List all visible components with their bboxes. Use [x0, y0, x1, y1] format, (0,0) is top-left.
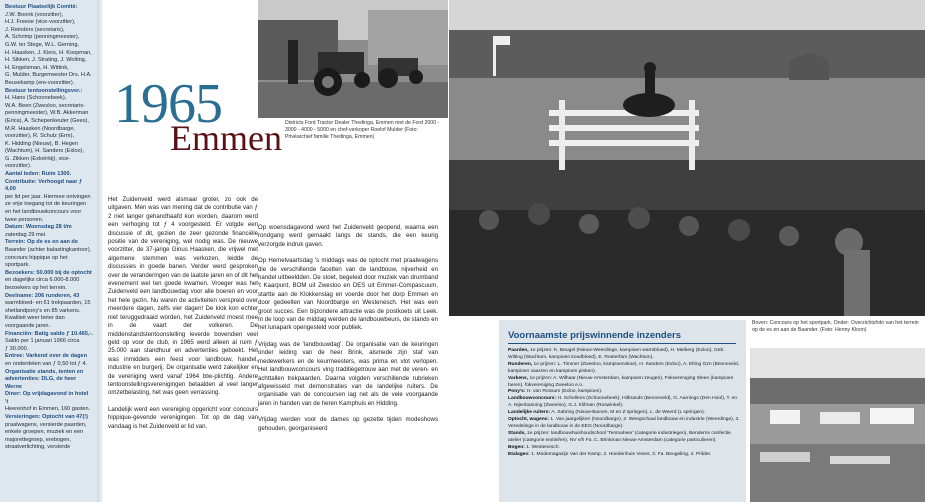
winners-item-text: 1e prijzen: landbouwhuishoudschool 'Tenmaheer' (categorie industriegen), Benderns confectie atelier (categorie textiel/en), NV v/h Fa. C. Brinkman Nieuw-Amsterdam (categorie particulieren). [508, 430, 731, 443]
paragraph: Landelijk werd een vereniging opgericht voor concours hippique-gevende verenigingen. Tot op de dag van vandaag is het Zuidenveld er lid van. [108, 405, 258, 430]
sidebar-line: Entree: Varkend over de dagen [5, 353, 88, 360]
sidebar-line: Saldo per 1 januari 1966 circa [5, 338, 80, 345]
tractor-photo [258, 0, 448, 118]
sidebar-line: Contributie: Verhoogd naar ƒ 4,00 [5, 178, 83, 193]
sidebar-line: praalwagens, versierde paarden, [5, 421, 87, 428]
sidebar-line: ze vrije toegang tot de keuringen [5, 201, 87, 208]
winners-item-text: 1. Westenesch. [526, 444, 560, 450]
sidebar-line: H. Hans (Schoonebeek), [5, 95, 67, 102]
sidebar-line: warmbloed- en 61 trekpaarden, 15 [5, 300, 91, 307]
winners-list [508, 348, 740, 459]
sidebar-line: advertenties: DLG, de heer Werne [5, 376, 77, 390]
sidebar-line: G. Zikken (Exloërkij), vice- [5, 155, 71, 162]
sidebar-line: per lid per jaar. Hiermee ontvingen [5, 193, 91, 200]
sidebar-line: en het landbouwkoncours voor [5, 209, 82, 216]
sidebar-line: ƒ 30.000. [5, 345, 29, 352]
winners-item-category: Landelijke ruiters: [508, 410, 551, 416]
winners-item-text: 1e prijzen: A. Wilhaar (Nieuw-Amsterdam, kampioen zeugen), Fokvereniging Sleen (kampioen beren), fokvereniging Zweeloo e.o. [508, 375, 734, 388]
right-photo-caption: Boven: Concours op het sportpark. Onder: Overzichtsfoto van het terrein op de es en aan de Baander. (Foto: Henny Kloon) [752, 320, 919, 333]
sidebar-line: voorgaande jaren. [5, 322, 51, 329]
winners-item-category: Etalages: [508, 451, 530, 457]
winners-item-text: H. van Rossum (Exloo, kampioen). [526, 389, 603, 395]
sidebar-line: Beusekamp (ere-voorzitter). [5, 79, 75, 86]
sidebar-line: Deelname: 206 runderen, 43 [5, 292, 80, 299]
winners-item [508, 348, 740, 362]
paragraph: Het Zuidenveld werd alsmaar groter, zo ook de uitgaven. Men was van mening dat de contributie van ƒ 2 niet langer gehandhaafd kon worden, daarom werd een verhoging tot ƒ 4 voorgesteld. Er volgde een discussie of dit, gezien de zeer gezonde financiële positie van de vereniging, wel nodig was. De nieuwe voorzitter, de 37-jarige Ginus Haasken, die vrijwel met algemene stemmen was verkozen, leidde de discussies in goede banen. Verder werd gesproken over de veranderingen van de laatste jaren en of dit het evenement wel ten goede kwamen. Vroeger was het Zuidenveld een landbouwdag voor alle boeren en voor het hele gezin. Nu waren de activiteiten verspreid over meerdere dagen, zelfs vier dagen! De klok kon echter niet teruggedraaid worden, het Zuidenveld moest mee in de vaart der volkeren. De middenstandstentoonstelling leverde bovendien veel geld op voor de club, in 1965 werd alleen al ruim ƒ 25.000 aan standhuur en advertenties geboekt. Het was inmiddels een feest voor landbouw, handel, industrie en burgerij. De organisatie werd zakelijker en de vereniging werd vanaf 1964 btw-plichtig. Andere tentoonstellingsverenigingen betaalden al veel langer omzetbelasting, het was geen verrassing. [108, 196, 258, 397]
sidebar-line: shetlandpony's en 85 varkens. [5, 307, 81, 314]
winners-item [508, 417, 740, 431]
sidebar-line: bezoekers op het terrein. [5, 284, 67, 291]
winners-item-text: H. Schellens (Schoonebeek), Hilbrands (Benneveld), G. Aarnings (Den Hool), T. en A. Nijenbanning (Zweeloo), G.J. Klifman (Roswinkel). [508, 396, 738, 409]
sidebar-line: en dagelijks circa 6.000-8.000 [5, 277, 80, 284]
sidebar-line: Datum: Woensdag 28 t/m [5, 224, 72, 231]
sidebar-line: Organisatie stands, tenten en [5, 368, 84, 375]
show-jumping-photo [449, 0, 925, 316]
sidebar-line: H. Sikken, J. Strating, J. Wolting, [5, 57, 87, 64]
sidebar-line: Bezoekers: 50.000 bij de optocht [5, 269, 92, 276]
sidebar-line: enkele groepen, muziek en een [5, 429, 84, 436]
winners-item [508, 396, 740, 410]
page-title-city: Emmen [170, 118, 282, 158]
sidebar-line: K. Hidding (Nieuw), B. Hegen [5, 140, 79, 147]
sidebar-line: zaterdag 29 mei. [5, 231, 47, 238]
sidebar-line: G.W. ter Stege, W.L. Gerning, [5, 41, 79, 48]
sidebar-line: G. Mulder, Burgemeester Drs. H.A. [5, 72, 92, 79]
paragraph: Op woensdagavond werd het Zuidenveld geopend, waarna een rondgang werd gemaakt langs de stands, die een keurig verzorgde indruk gaven. [258, 224, 438, 248]
sidebar-line: Versieringen: Optocht van 47(!) [5, 414, 88, 421]
sidebar-line: en onderdelen van ƒ 0,50 tot ƒ 4. [5, 360, 88, 367]
winners-item [508, 445, 740, 452]
sidebar-line: Financiën: Batig saldo ƒ 10.465,-. [5, 330, 93, 337]
article-column-2 [258, 224, 438, 502]
winners-item [508, 376, 740, 390]
sidebar-line: straatverlichting, versierde [5, 444, 71, 451]
sidebar-text [0, 0, 97, 452]
sidebar-line: H. Engelsman, H. Wittink, [5, 64, 69, 71]
page-gutter [97, 0, 103, 502]
winners-item [508, 431, 740, 445]
sidebar-line: J. Reinders (secretaris), [5, 26, 65, 33]
winners-item-category: Landbouwconcours: [508, 396, 557, 402]
sidebar-line: A. Schrimp (penningmeester), [5, 34, 80, 41]
grounds-photo [750, 348, 925, 502]
winners-item-text: 1e prijzen: K. Beugel (Nieuw-Weerdinge, kampioen warmbloed), H. Meiberg (Exloo), Geb. Wilting (Wachtum, kampioen koudbloed), E. Roeterfam (Wachtum). [508, 348, 725, 360]
tractor-photo-caption: Districts Ford Tractor Dealer Thedinga, Emmen met de Ford 2000 - 3000 - 4000 - 5000 en chef-verkoper Roelof Mulder (Foto: Privéarchief familie Thedinga, Emmen) [285, 120, 440, 140]
sidebar-line: voorzitter). [5, 163, 32, 170]
winners-item [508, 362, 740, 376]
winners-title: Voornaamste prijswinnende inzenders [508, 330, 681, 341]
winners-item-category: Optocht, wagens: [508, 417, 550, 423]
sidebar-line: H. Haasken, J. Kiers, H. Koopman, [5, 49, 92, 56]
paragraph: Vrijdag werden voor de dames op gezette tijden modeshows gehouden, georganiseerd [258, 416, 438, 432]
sidebar-line: H.J. Freese (vice-voorzitter), [5, 19, 76, 26]
sidebar-line: (Erica), A. Schepenkeuter (Gees), [5, 117, 89, 124]
winners-item-category: Pony's: [508, 389, 526, 395]
winners-item-text: 1e prijzen: L. Timmer (Zweeloo, kampioenskoe), H. Sanders (Exloo), A. Elting Gzn (Benneveld, kampioen vaarzen en kampioen pinken). [508, 361, 740, 374]
page-title-year: 1965 [114, 73, 222, 135]
sidebar-line: J.W. Boonk (voorzitter), [5, 11, 64, 18]
sidebar-line: sportpark. [5, 262, 30, 269]
winners-item-text: 1. Van jaargelijken (Noordbarge), 2. Weegschaal landbouw en industrie (Weerdinge), 3. Veredelinge in de landbouw in de EEG (Noordbarge). [508, 417, 740, 429]
winners-item-text: 1. Modemagazijn Van der Kamp, 2. Hoedenhuis Visser, 3. Fa. Beugeling, 4. Prilder. [531, 451, 712, 457]
winners-item-category: Runderen, [508, 361, 533, 367]
sidebar-line: Baander (achter balastingkantoor), [5, 247, 92, 253]
sidebar-line: (Wachtum), H. Sanders (Exloo), [5, 148, 85, 155]
sidebar-line: voorzitter), R. Schulz (Erm), [5, 133, 74, 140]
sidebar-line: twee personen. [5, 216, 44, 223]
sidebar-line: penningmeester), W.B. Akkerman [5, 110, 89, 117]
winners-item-category: Paarden, [508, 348, 529, 353]
winners-item [508, 452, 740, 459]
sidebar-line: concours hippique op het [5, 254, 68, 261]
sidebar-line: Terrein: Op de es en aan de [5, 239, 78, 246]
sidebar-line: W.A. Been (Zwesloo, secretaris- [5, 102, 85, 109]
sidebar-line: majorettegroep, erebogen, [5, 436, 71, 443]
sidebar-line: Kwaliteit weer beter dan [5, 315, 65, 322]
article-column-1 [108, 196, 258, 502]
winners-item-category: Bogen: [508, 444, 525, 450]
winners-item-text: A. Sabring (Nieuw-Buinen, M en Z springen), L. de Weerd (L springen). [551, 410, 706, 416]
winners-item-category: Stands, [508, 430, 526, 436]
sidebar-line: Diner: Op vrijdagavond in hotel 't [5, 391, 89, 405]
sidebar-line: Bestuur tentoonstellingsver.: [5, 87, 83, 94]
sidebar-line: M.R. Haasken (Noordbarge, [5, 125, 75, 132]
info-sidebar [0, 0, 97, 502]
winners-divider [508, 343, 736, 344]
sidebar-line: Aantal leden: Ruim 1300. [5, 171, 72, 178]
paragraph: Vrijdag was de 'landbouwdag'. De organisatie van de keuringen onder leiding van de heer Brink, alsmede zijn staf van medewerkers en de keurmeesters, was prima en vlot verlopen. Het landbouwconcours ving traditiegetrouw aan met de veren- en achttallen trekpaarden. Daarna volgden verschillende rubrieken afgewisseld met demonstraties van de landelijke ruiters. De organisatie van de concoursen lag net als de vele voorgaande jaren in handen van de heren Kamphuis en Hidding. [258, 340, 438, 407]
sidebar-line: Bestuur Plaatselijk Comité: [5, 4, 78, 10]
paragraph: Op Hemelvaartsdag 's middags was de optocht met praalwagens die de verschillende facetten van de landbouw, nijverheid en handel uitbeeldden. De stoet, begeleid door muziek van drumband 't Kaarpunt, BOM uit Zwesloo en DES uit Emmer-Compascuum, startte aan de Klokkenslag en voerde door het dorp Emmen en door gedeelten van Noordbarge en Westenesch. Het was een groot succes. Een bijzondere attractie was de postkoets uit Leek. In de loop van de middag werden de landbouwbeurs, de stands en het lunapark opengesteld voor publiek. [258, 257, 438, 332]
sidebar-line: Heerenhof in Emmen, 160 gasten. [5, 406, 91, 413]
winners-item-category: Varkens, [508, 375, 529, 381]
